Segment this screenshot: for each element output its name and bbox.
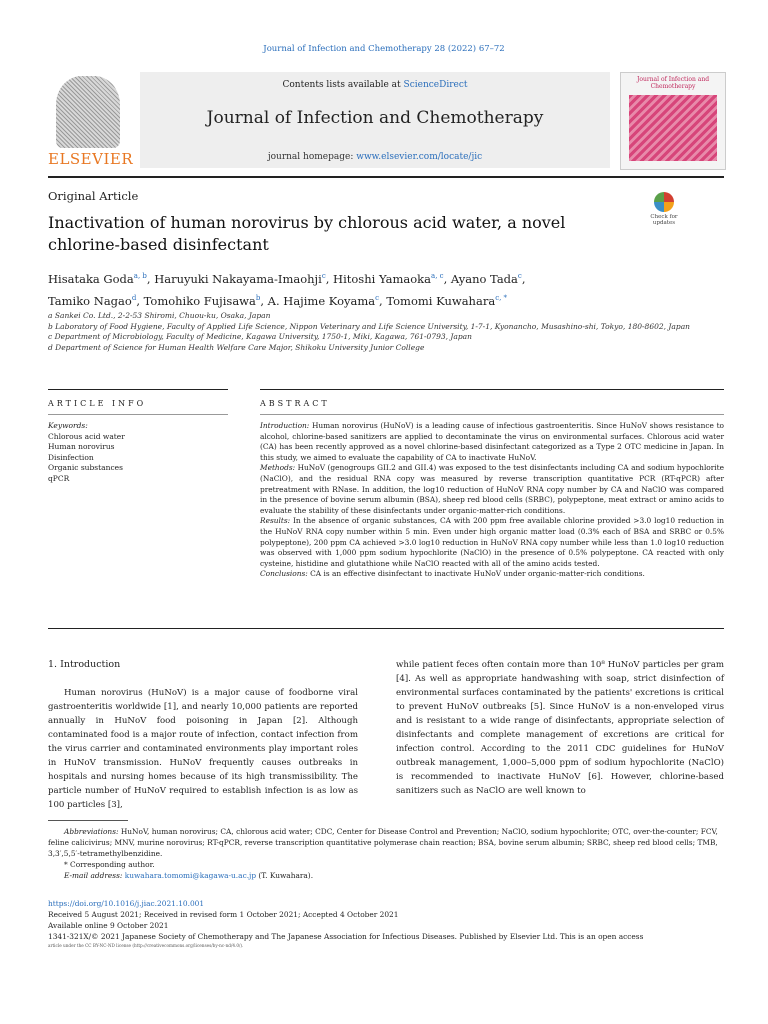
- contents-line: [140, 80, 610, 90]
- email-footnote: [48, 870, 724, 881]
- keywords-block: [48, 421, 228, 485]
- article-info-heading: ARTICLE INFO: [48, 399, 147, 408]
- copyright-line: 1341-321X/© 2021 Japanese Society of Chemotherapy and The Japanese Association for Infectious Diseases. Published by Elsevier Ltd. This is an open access: [48, 932, 644, 941]
- check-for-updates-badge[interactable]: [644, 192, 684, 234]
- abstract-conclusions: [260, 569, 724, 580]
- author-affil[interactable]: c: [375, 293, 380, 302]
- doi-link[interactable]: https://doi.org/10.1016/j.jiac.2021.10.001: [48, 899, 205, 908]
- affiliation-a: a Sankei Co. Ltd., 2-2-53 Shiromi, Chuou-ku, Osaka, Japan: [48, 311, 271, 320]
- journal-title: Journal of Infection and Chemotherapy: [206, 108, 544, 128]
- journal-homepage-link[interactable]: www.elsevier.com/locate/jic: [356, 152, 483, 162]
- email-suffix: (T. Kuwahara).: [256, 871, 314, 880]
- footnotes: [48, 826, 724, 881]
- author-name[interactable]: Tamiko Nagao: [48, 293, 132, 308]
- keyword: qPCR: [48, 473, 70, 483]
- contents-prefix: Contents lists available at: [282, 80, 404, 90]
- keyword: Chlorous acid water: [48, 431, 125, 441]
- author-name[interactable]: Hitoshi Yamaoka: [333, 271, 432, 286]
- author-sep: ,: [521, 271, 526, 286]
- masthead-banner: [140, 72, 610, 168]
- article-info-subrule: [48, 414, 228, 415]
- author-affil[interactable]: b: [255, 293, 261, 302]
- abstract-introduction: [260, 421, 724, 463]
- abstract-end-rule: [48, 628, 724, 629]
- homepage-prefix: journal homepage:: [267, 152, 357, 162]
- conclusions-label: Conclusions:: [260, 569, 308, 579]
- author-line-2: [48, 289, 648, 311]
- author-list: [48, 267, 648, 311]
- author-sep: ,: [325, 271, 334, 286]
- check-updates-icon: [654, 192, 674, 212]
- affiliation-d: d Department of Science for Human Health Welfare Care Major, Shikoku University Junior College: [48, 342, 425, 352]
- check-updates-label: Check for updates: [650, 214, 678, 227]
- publisher-name: ELSEVIER: [48, 150, 134, 168]
- cover-art: [629, 95, 717, 161]
- footnote-rule: [48, 820, 128, 821]
- affiliation-c: c Department of Microbiology, Faculty of Medicine, Kagawa University, 1750-1, Miki, Kagawa, 761-0793, Japan: [48, 332, 472, 341]
- elsevier-tree-icon: [56, 76, 120, 148]
- article-info-rule: [48, 389, 228, 390]
- keyword: Organic substances: [48, 463, 123, 473]
- elsevier-logo[interactable]: [48, 76, 134, 168]
- abbreviations-footnote: [48, 826, 724, 859]
- keyword: Disinfection: [48, 452, 94, 462]
- author-affil[interactable]: d: [131, 293, 137, 302]
- masthead: [48, 72, 724, 168]
- body-paragraph: while patient feces often contain more than 10⁸ HuNoV particles per gram [4]. As well as appropriate handwashing with soap, strict disinfection of environmental surfaces contaminated by the patients' excretions is critical to prevent HuNoV outbreaks [5]. Since HuNoV is a non-enveloped virus and is resistant to a wide range of disinfectants, appropriate selection of disinfectants and complete management of excretions are critical for infection control. According to the 2011 CDC guidelines for HuNoV outbreak management, 1,000–5,000 ppm of sodium hypochlorite (NaClO) is recommended to inactivate HuNoV [6]. However, chlorine-based sanitizers such as NaClO are well known to: [396, 660, 724, 796]
- author-sep: ,: [136, 293, 144, 308]
- abstract-subrule: [260, 414, 724, 415]
- journal-cover[interactable]: [620, 72, 726, 170]
- sciencedirect-link[interactable]: ScienceDirect: [403, 80, 468, 90]
- author-name[interactable]: Tomomi Kuwahara: [386, 293, 496, 308]
- introduction-text: Human norovirus (HuNoV) is a leading cause of infectious gastroenteritis. Since HuNoV shows resistance to alcohol, chlorine-based sanitizers are applied to decontaminate the virus on environmental surfaces. Chlorous acid water (CA) has been recently approved as a novel chlorine-based disinfectant categorized as a Type 2 OTC medicine in Japan. In this study, we aimed to evaluate the capability of CA to inactivate HuNoV.: [260, 421, 724, 462]
- author-name[interactable]: Ayano Tada: [450, 271, 518, 286]
- author-affil[interactable]: c, *: [495, 293, 508, 302]
- email-label: E-mail address:: [64, 871, 123, 880]
- results-label: Results:: [260, 516, 291, 526]
- author-sep: ,: [260, 293, 268, 308]
- author-sep: ,: [443, 271, 451, 286]
- abbreviations-label: Abbreviations:: [64, 827, 119, 836]
- email-link[interactable]: kuwahara.tomomi@kagawa-u.ac.jp: [124, 871, 257, 880]
- abstract-rule: [260, 389, 724, 390]
- methods-text: HuNoV (genogroups GII.2 and GII.4) was exposed to the test disinfectants including CA and sodium hypochlorite (NaClO), and the residual RNA copy was measured by reverse transcription quantitative PCR (RT-qPCR) after pretreatment with RNase. In addition, the log10 reduction of HuNoV RNA copy number by CA and NaClO was compared in the presence of bovine serum albumin (BSA), sheep red blood cells (SRBC), polypeptone, meat extract or amino acids to evaluate the stability of these disinfectants under organic-matter-rich conditions.: [260, 463, 724, 515]
- available-online: Available online 9 October 2021: [48, 921, 169, 930]
- affiliation-b: b Laboratory of Food Hygiene, Faculty of Applied Life Science, Nippon Veterinary and Life Science University, 1-7-1, Kyonancho, Musashino-shi, Tokyo, 180-8602, Japan: [48, 321, 690, 331]
- paper-title: Inactivation of human norovirus by chlorous acid water, a novel chlorine-based disinfectant: [48, 213, 566, 254]
- author-name[interactable]: Tomohiko Fujisawa: [143, 293, 256, 308]
- author-line-1: [48, 267, 648, 289]
- keyword: Human norovirus: [48, 442, 115, 452]
- body-paragraph: Human norovirus (HuNoV) is a major cause of foodborne viral gastroenteritis worldwide [1], and nearly 10,000 patients are reported annually in HuNoV food poisoning in Japan [2]. Although contaminated food is a major route of infection, contact infection from the virus carrier and contaminated environments play important roles in HuNoV transmission. HuNoV frequently causes outbreaks in hospitals and nursing homes because of its high transmissibility. The particle number of HuNoV required to establish infection is as low as 100 particles [3],: [48, 688, 358, 810]
- homepage-line: [140, 152, 610, 162]
- received-dates: Received 5 August 2021; Received in revised form 1 October 2021; Accepted 4 October 2021: [48, 910, 399, 919]
- methods-label: Methods:: [260, 463, 296, 473]
- affiliations: [48, 311, 724, 353]
- article-type: Original Article: [48, 189, 139, 203]
- publication-meta: [48, 898, 724, 949]
- results-text: In the absence of organic substances, CA with 200 ppm free available chlorine provided >3.0 log10 reduction in the HuNoV RNA copy number within 5 min. Even under high organic matter load (0.3% each of BSA and SRBC or 0.5% polypeptone), 200 ppm CA achieved >3.0 log10 reduction in HuNoV RNA copy number while less than 1.0 log10 reduction was observed with 1,000 ppm sodium hypochlorite (NaClO) in the presence of 0.5% polypeptone. CA reacted with only cysteine, histidine and glutathione while NaClO reacted with all of the amino acids tested.: [260, 516, 724, 568]
- conclusions-text: CA is an effective disinfectant to inactivate HuNoV under organic-matter-rich conditions.: [307, 569, 645, 579]
- body-column-right: [396, 658, 724, 798]
- keywords-label: Keywords:: [48, 421, 88, 430]
- author-sep: ,: [379, 293, 387, 308]
- cover-title: Journal of Infection and Chemotherapy: [636, 76, 710, 90]
- abbreviations-text: HuNoV, human norovirus; CA, chlorous acid water; CDC, Center for Disease Control and Prevention; NaClO, sodium hypochlorite; OTC, over-the-counter; FCV, feline calicivirus; MNV, murine norovirus; RT-qPCR, reverse transcription quantitative polymerase chain reaction; BSA, bovine serum albumin; SRBC, sheep red blood cells; TMB, 3,3′,5,5′-tetramethylbenzidine.: [48, 827, 718, 858]
- author-name[interactable]: A. Hajime Koyama: [267, 293, 376, 308]
- abstract-results: [260, 516, 724, 569]
- journal-citation[interactable]: Journal of Infection and Chemotherapy 28 (2022) 67–72: [263, 44, 505, 54]
- author-sep: ,: [146, 271, 155, 286]
- license-line[interactable]: article under the CC BY-NC-ND license (http://creativecommons.org/licenses/by-nc-nd/4.0/).: [48, 943, 244, 948]
- author-affil[interactable]: c: [517, 272, 522, 280]
- corresponding-footnote: * Corresponding author.: [64, 860, 155, 869]
- body-column-left: [48, 658, 358, 812]
- section-heading: 1. Introduction: [48, 659, 121, 670]
- author-affil[interactable]: a, c: [431, 272, 444, 280]
- author-affil[interactable]: c: [321, 272, 326, 280]
- author-name[interactable]: Hisataka Goda: [48, 271, 134, 286]
- author-affil[interactable]: a, b: [133, 272, 147, 280]
- author-name[interactable]: Haruyuki Nakayama-Imaohji: [154, 271, 322, 286]
- introduction-label: Introduction:: [260, 421, 310, 430]
- header-rule: [48, 176, 724, 178]
- abstract-heading: ABSTRACT: [260, 399, 330, 408]
- abstract-body: [260, 421, 724, 580]
- abstract-methods: [260, 463, 724, 516]
